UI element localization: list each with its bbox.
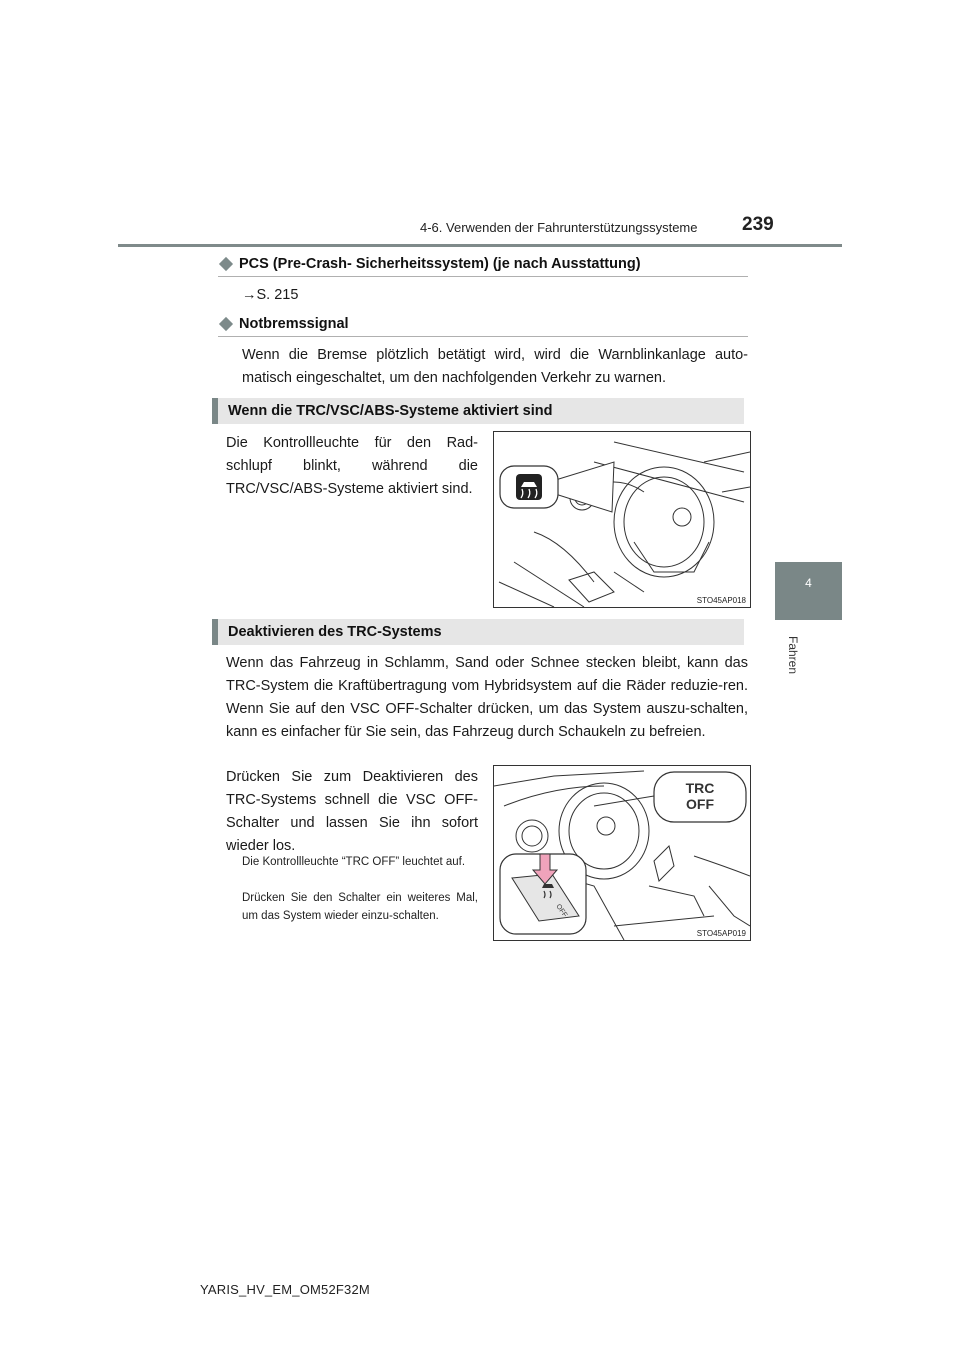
trc-off-indicator-line1: TRC [685, 780, 715, 796]
console-illustration [494, 766, 750, 940]
figure-label: STO45AP018 [696, 596, 746, 605]
figure-dashboard-indicator [493, 431, 751, 608]
trc-deactivate-text: Wenn das Fahrzeug in Schlamm, Sand oder Schnee stecken bleibt, kann das TRC-System die Kraftübertragung vom Hybridsystem auf die Räder reduzie-ren. Wenn Sie auf den VSC OFF-Schalter drücken, um das System auszu-schalten, kann es einfacher für Sie sein, das Fahrzeug durch Schaukeln zu befreien. [226, 655, 748, 740]
header-rule [118, 244, 842, 247]
figure-label: STO45AP019 [696, 929, 746, 938]
diamond-bullet-icon [219, 317, 233, 331]
pcs-heading [218, 256, 748, 277]
figure-vsc-off-switch [493, 765, 751, 941]
switch-off-label: OFF [554, 903, 569, 919]
trc-off-indicator-line2: OFF [686, 796, 714, 812]
pcs-reference: →S. 215 [242, 287, 299, 303]
pcs-heading-text: PCS (Pre-Crash- Sicherheitssystem) (je nach Ausstattung) [239, 256, 641, 272]
footer-document-code: YARIS_HV_EM_OM52F32M [200, 1282, 370, 1297]
section-bar-trc-deactivate: Deaktivieren des TRC-Systems [212, 619, 744, 645]
dashboard-illustration [494, 432, 750, 607]
emergency-brake-heading [218, 316, 748, 337]
trc-deactivate-instruction: Drücken Sie zum Deaktivieren des TRC-Systems schnell die VSC OFF-Schalter und lassen Sie ihn sofort wieder los. [226, 769, 478, 854]
running-header-section: 4-6. Verwenden der Fahrunterstützungssysteme [420, 220, 698, 235]
chapter-tab [775, 562, 842, 620]
note-reactivate: Drücken Sie den Schalter ein weiteres Mal, um das System wieder einzu-schalten. [242, 892, 478, 922]
page-number: 239 [742, 214, 774, 235]
note-indicator: Die Kontrollleuchte “TRC OFF” leuchtet auf. [242, 856, 466, 868]
emergency-brake-heading-text: Notbremssignal [239, 316, 349, 332]
diamond-bullet-icon [219, 257, 233, 271]
chapter-tab-label: Fahren [786, 636, 800, 675]
section-bar-trc-active: Wenn die TRC/VSC/ABS-Systeme aktiviert sind [212, 398, 744, 424]
emergency-brake-text: Wenn die Bremse plötzlich betätigt wird, wird die Warnblinkanlage auto-matisch eingeschaltet, um den nachfolgenden Verkehr zu warnen. [242, 347, 748, 386]
chapter-tab-number: 4 [805, 576, 812, 590]
trc-active-text: Die Kontrollleuchte für den Rad-schlupf blinkt, während die TRC/VSC/ABS-Systeme aktiviert sind. [226, 435, 478, 497]
